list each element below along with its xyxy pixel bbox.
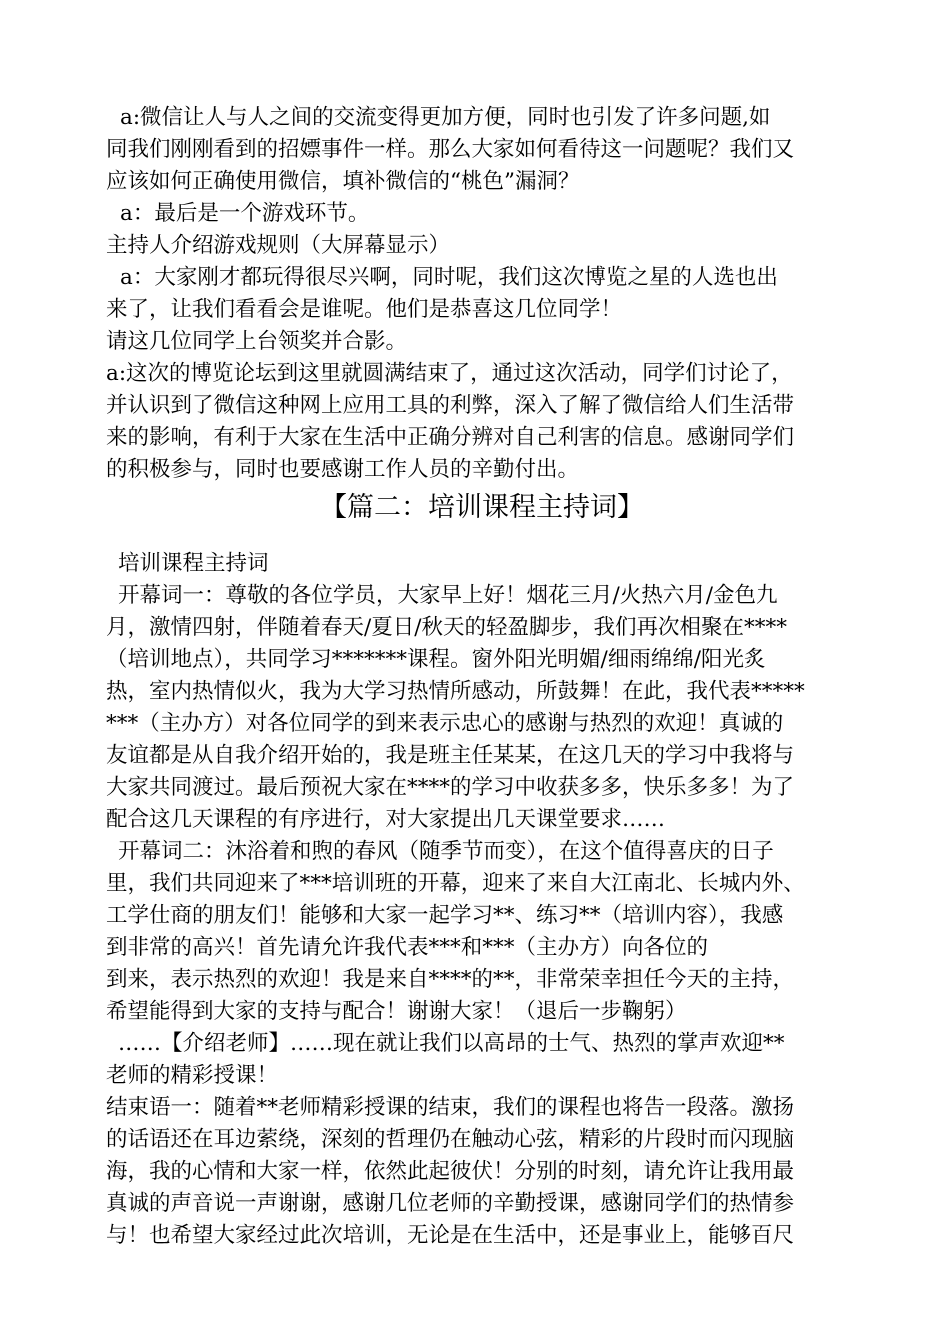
paragraph-line: 应该如何正确使用微信，填补微信的“桃色”漏洞？ <box>106 169 580 194</box>
paragraph-line: 结束语一：随着**老师精彩授课的结束，我们的课程也将告一段落。激扬 <box>106 1095 795 1120</box>
paragraph-line: 老师的精彩授课！ <box>106 1063 279 1088</box>
paragraph-line: 工学仕商的朋友们！能够和大家一起学习**、练习**（培训内容），我感 <box>106 903 784 928</box>
spacer <box>106 530 858 548</box>
paragraph-line: a：大家刚才都玩得很尽兴啊，同时呢，我们这次博览之星的人选也出 <box>120 265 778 290</box>
paragraph-line: 同我们刚刚看到的招嫖事件一样。那么大家如何看待这一问题呢？我们又 <box>106 137 795 162</box>
paragraph-line: 与！也希望大家经过此次培训，无论是在生活中，还是事业上，能够百尺 <box>106 1223 795 1248</box>
paragraph-line: 主持人介绍游戏规则（大屏幕显示） <box>106 233 451 258</box>
paragraph-line: 的话语还在耳边萦绕，深刻的哲理仍在触动心弦，精彩的片段时而闪现脑 <box>106 1127 795 1152</box>
paragraph-line: 到来，表示热烈的欢迎！我是来自****的**，非常荣幸担任今天的主持， <box>106 967 795 992</box>
paragraph-line: ……【介绍老师】……现在就让我们以高昂的士气、热烈的掌声欢迎** <box>118 1031 785 1056</box>
paragraph-line: 大家共同渡过。最后预祝大家在****的学习中收获多多，快乐多多！为了 <box>106 775 795 800</box>
paragraph-line: 来了，让我们看看会是谁呢。他们是恭喜这几位同学！ <box>106 297 623 322</box>
paragraph-line: 来的影响，有利于大家在生活中正确分辨对自己利害的信息。感谢同学们 <box>106 425 795 450</box>
paragraph-line: 开幕词一：尊敬的各位学员，大家早上好！烟花三月/火热六月/金色九 <box>118 583 778 608</box>
paragraph-line: 里，我们共同迎来了***培训班的开幕，迎来了来自大江南北、长城内外、 <box>106 871 805 896</box>
section-1 <box>106 102 858 486</box>
section-heading: 【篇二：培训课程主持词】 <box>320 492 644 523</box>
paragraph-line: 真诚的声音说一声谢谢，感谢几位老师的辛勤授课，感谢同学们的热情参 <box>106 1191 795 1216</box>
paragraph-line: a:这次的博览论坛到这里就圆满结束了，通过这次活动，同学们讨论了， <box>106 361 793 386</box>
document-page <box>106 102 858 1284</box>
paragraph-line: 热，室内热情似火，我为大学习热情所感动，所鼓舞！在此，我代表***** <box>106 679 805 704</box>
paragraph-line: 到非常的高兴！首先请允许我代表***和***（主办方）向各位的 <box>106 935 709 960</box>
paragraph-line: 开幕词二：沐浴着和煦的春风（随季节而变），在这个值得喜庆的日子 <box>118 839 774 864</box>
paragraph-line <box>106 1252 858 1284</box>
paragraph-line: 海，我的心情和大家一样，依然此起彼伏！分别的时刻，请允许让我用最 <box>106 1159 795 1184</box>
paragraph-line: 请这几位同学上台领奖并合影。 <box>106 329 408 354</box>
paragraph-line: a:微信让人与人之间的交流变得更加方便，同时也引发了许多问题,如 <box>120 105 771 130</box>
paragraph-line: a：最后是一个游戏环节。 <box>120 201 370 226</box>
section-2 <box>106 548 858 1284</box>
paragraph-line: 并认识到了微信这种网上应用工具的利弊，深入了解了微信给人们生活带 <box>106 393 795 418</box>
paragraph-line: 月，激情四射，伴随着春天/夏日/秋天的轻盈脚步，我们再次相聚在**** <box>106 615 787 640</box>
paragraph-line: 希望能得到大家的支持与配合！谢谢大家！（退后一步鞠躬） <box>106 999 687 1024</box>
paragraph-line: （培训地点），共同学习*******课程。窗外阳光明媚/细雨绵绵/阳光炙 <box>106 647 766 672</box>
paragraph-line: ***（主办方）对各位同学的到来表示忠心的感谢与热烈的欢迎！真诚的 <box>106 711 784 736</box>
paragraph-line: 的积极参与，同时也要感谢工作人员的辛勤付出。 <box>106 457 580 482</box>
paragraph-line: 配合这几天课程的有序进行，对大家提出几天课堂要求…… <box>106 807 666 832</box>
paragraph-line: 友谊都是从自我介绍开始的，我是班主任某某，在这几天的学习中我将与 <box>106 743 795 768</box>
paragraph-line: 培训课程主持词 <box>118 551 269 576</box>
